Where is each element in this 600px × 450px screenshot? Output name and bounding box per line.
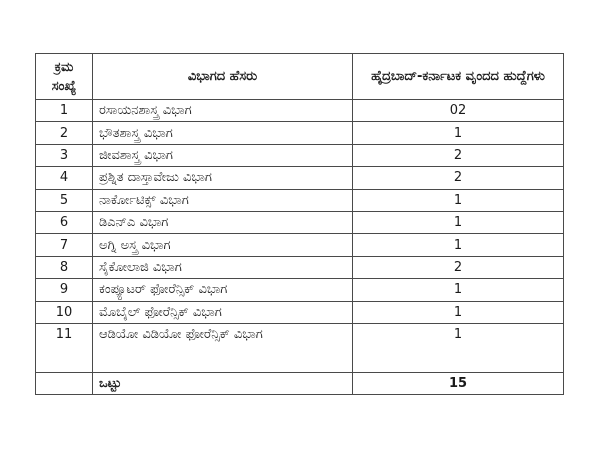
department-cell: ಮೊಬೈಲ್ ಫೋರೆನ್ಸಿಕ್ ವಿಭಾಗ [93,301,353,323]
posts-cell: 02 [353,100,564,122]
posts-cell: 1 [353,122,564,144]
table-row [36,323,564,372]
department-cell: ಪ್ರಶ್ನಿತ ದಾಸ್ತಾವೇಜು ವಿಭಾಗ [93,167,353,189]
department-cell: ಡಿಎನ್‌ಎ ವಿಭಾಗ [93,211,353,233]
department-cell: ಆಡಿಯೋ ವಿಡಿಯೋ ಫೋರೆನ್ಸಿಕ್ ವಿಭಾಗ [93,323,353,372]
posts-cell: 1 [353,234,564,256]
serial-cell: 1 [36,100,93,122]
posts-cell: 1 [353,279,564,301]
serial-cell: 4 [36,167,93,189]
posts-cell: 2 [353,144,564,166]
department-cell: ಕಂಪ್ಯೂಟರ್ ಫೋರೆನ್ಸಿಕ್ ವಿಭಾಗ [93,279,353,301]
total-serial-cell [36,372,93,394]
serial-cell: 8 [36,256,93,278]
table-row [36,144,564,166]
total-label: ಒಟ್ಟು [93,372,353,394]
header-department-name: ವಿಭಾಗದ ಹೆಸರು [93,54,353,100]
posts-cell: 1 [353,189,564,211]
serial-cell: 6 [36,211,93,233]
table-row [36,256,564,278]
department-cell: ಭೌತಶಾಸ್ತ್ರ ವಿಭಾಗ [93,122,353,144]
serial-cell: 7 [36,234,93,256]
table-row [36,189,564,211]
department-cell: ನಾರ್ಕೋಟಿಕ್ಸ್ ವಿಭಾಗ [93,189,353,211]
total-posts: 15 [353,372,564,394]
posts-cell: 1 [353,211,564,233]
serial-cell: 5 [36,189,93,211]
table-row [36,122,564,144]
posts-cell: 2 [353,167,564,189]
table-row [36,301,564,323]
header-posts: ಹೈದ್ರಬಾದ್-ಕರ್ನಾಟಕ ವೃಂದದ ಹುದ್ದೆಗಳು [353,54,564,100]
department-posts-table [35,53,564,395]
serial-cell: 10 [36,301,93,323]
total-row [36,372,564,394]
posts-cell: 1 [353,323,564,372]
table-row [36,167,564,189]
department-cell: ರಸಾಯನಶಾಸ್ತ್ರ ವಿಭಾಗ [93,100,353,122]
table-header-row [36,54,564,100]
serial-cell: 9 [36,279,93,301]
table-row [36,100,564,122]
header-serial-number: ಕ್ರಮ ಸಂಖ್ಯೆ [36,54,93,100]
serial-cell: 11 [36,323,93,372]
posts-cell: 2 [353,256,564,278]
department-cell: ಅಗ್ನಿ ಅಸ್ತ್ರ ವಿಭಾಗ [93,234,353,256]
table-row [36,211,564,233]
department-cell: ಜೀವಶಾಸ್ತ್ರ ವಿಭಾಗ [93,144,353,166]
department-cell: ಸೈಕೋಲಾಜಿ ವಿಭಾಗ [93,256,353,278]
posts-cell: 1 [353,301,564,323]
table-row [36,279,564,301]
serial-cell: 2 [36,122,93,144]
table-row [36,234,564,256]
serial-cell: 3 [36,144,93,166]
